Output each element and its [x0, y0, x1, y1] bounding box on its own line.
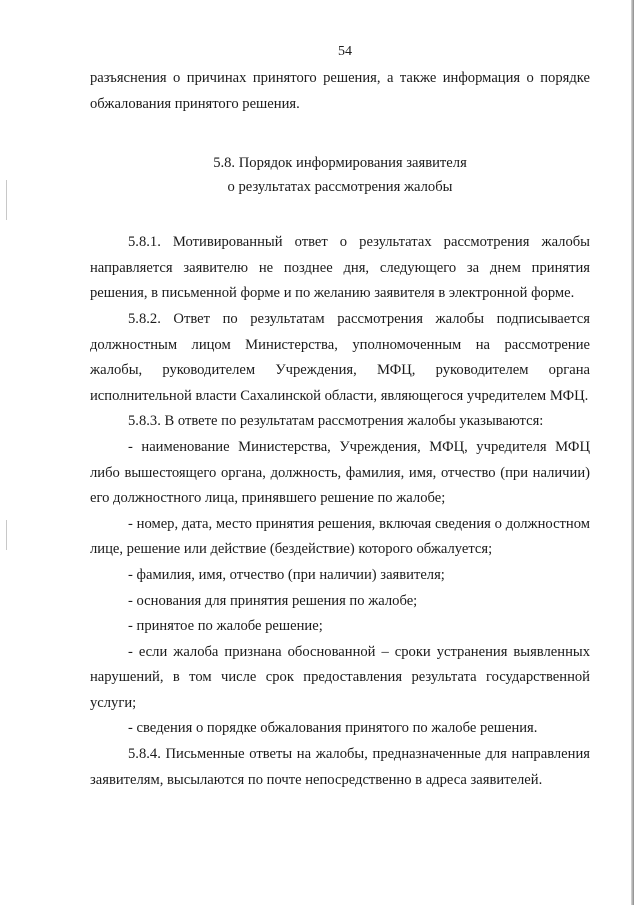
scan-mark [6, 180, 7, 220]
list-item: - принятое по жалобе решение; [128, 618, 323, 635]
paragraph-continuation: разъяснения о причинах принятого решения, а также информация о порядке обжалования принятого решения. [90, 70, 590, 112]
paragraph-5-8-1: 5.8.1. Мотивированный ответ о результатах рассмотрения жалобы направляется заявителю не позднее дня, следующего за днем принятия решения, в письменной форме и по желанию заявителя в электронной форме. [90, 234, 590, 302]
section-heading-line: о результатах рассмотрения жалобы [227, 179, 453, 196]
list-item: - основания для принятия решения по жалобе; [128, 592, 418, 609]
section-heading [90, 151, 590, 199]
paragraph-5-8-3: 5.8.3. В ответе по результатам рассмотрения жалобы указываются: [128, 413, 544, 430]
page-number: 54 [338, 44, 352, 59]
list-item: - сведения о порядке обжалования принятого по жалобе решения. [128, 720, 538, 737]
scan-mark [6, 520, 7, 550]
list-item: - фамилия, имя, отчество (при наличии) заявителя; [128, 566, 445, 583]
document-body [90, 66, 590, 793]
paragraph-5-8-4: 5.8.4. Письменные ответы на жалобы, предназначенные для направления заявителям, высылаются по почте непосредственно в адреса заявителей. [90, 746, 590, 788]
paragraph-5-8-2: 5.8.2. Ответ по результатам рассмотрения жалобы подписывается должностным лицом Министерства, уполномоченным на рассмотрение жалобы, руководителем Учреждения, МФЦ, руководителем органа исполнительной власти Сахалинской области, являющегося учредителем МФЦ. [90, 310, 590, 404]
list-item: - если жалоба признана обоснованной – сроки устранения выявленных нарушений, в том числе срок предоставления результата государственной услуги; [90, 643, 590, 711]
list-item: - номер, дата, место принятия решения, включая сведения о должностном лице, решение или действие (бездействие) которого обжалуется; [90, 515, 590, 558]
section-heading-line: 5.8. Порядок информирования заявителя [213, 155, 467, 172]
list-item: - наименование Министерства, Учреждения, МФЦ, учредителя МФЦ либо вышестоящего органа, должность, фамилия, имя, отчество (при наличии) его должностного лица, принявшего решение по жалобе; [90, 438, 590, 507]
